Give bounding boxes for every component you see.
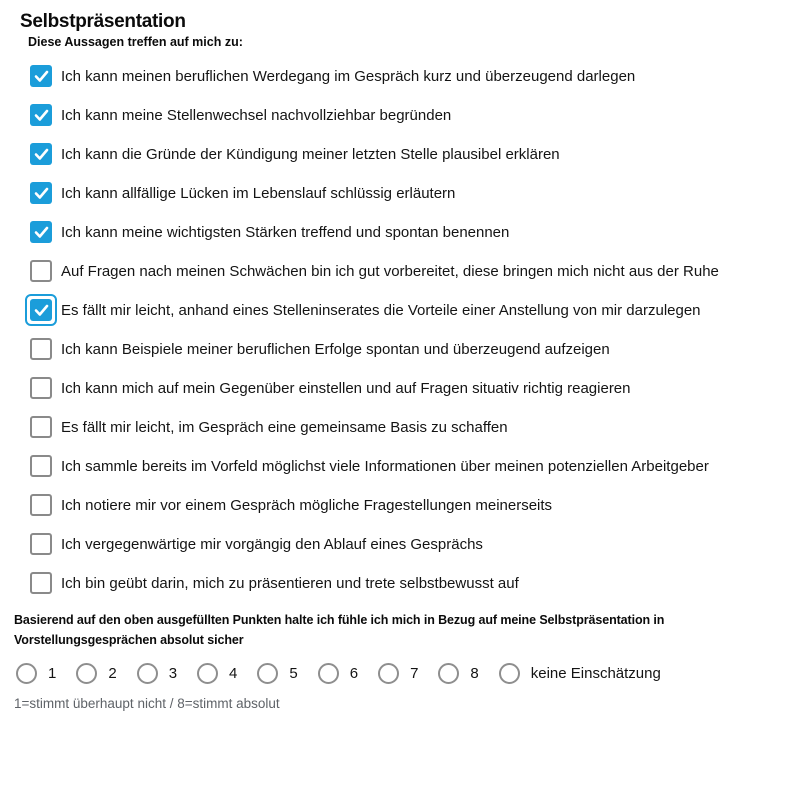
checkbox-checked[interactable] <box>30 182 52 204</box>
rating-option-8[interactable] <box>438 663 478 684</box>
checkbox-wrap <box>30 182 52 204</box>
checkbox-unchecked[interactable] <box>30 377 52 399</box>
checkbox-item[interactable] <box>30 492 769 519</box>
checkbox-unchecked[interactable] <box>30 533 52 555</box>
radio-label: 8 <box>470 665 479 682</box>
checkbox-item[interactable] <box>30 453 769 480</box>
checkbox-wrap <box>30 260 52 282</box>
checkbox-unchecked[interactable] <box>30 572 52 594</box>
rating-question: Basierend auf den oben ausgefüllten Punkten halte ich fühle ich mich in Bezug auf meine Selbstpräsentation in Vorstellungsgesprächen absolut sicher <box>14 613 665 647</box>
rating-option-4[interactable] <box>197 663 237 684</box>
page-title: Selbstpräsentation <box>20 11 186 32</box>
rating-option-3[interactable] <box>137 663 177 684</box>
checkbox-label: Ich kann meine wichtigsten Stärken treffend und spontan benennen <box>61 224 510 241</box>
checkbox-list <box>30 63 769 597</box>
scale-legend: 1=stimmt überhaupt nicht / 8=stimmt absolut <box>14 696 280 711</box>
checkbox-item[interactable] <box>30 297 769 324</box>
checkmark-icon <box>34 148 49 161</box>
rating-option-none[interactable] <box>499 663 661 684</box>
rating-option-7[interactable] <box>378 663 418 684</box>
checkbox-checked[interactable] <box>30 221 52 243</box>
radio-circle[interactable] <box>197 663 218 684</box>
checkbox-wrap <box>30 377 52 399</box>
checkbox-wrap <box>30 143 52 165</box>
radio-label: 7 <box>410 665 419 682</box>
checkbox-label: Es fällt mir leicht, anhand eines Stelleninserates die Vorteile einer Anstellung von mir darzulegen <box>61 302 701 319</box>
radio-label: 4 <box>229 665 238 682</box>
radio-circle[interactable] <box>16 663 37 684</box>
checkbox-item[interactable] <box>30 63 769 90</box>
checkbox-item[interactable] <box>30 258 769 285</box>
radio-circle[interactable] <box>438 663 459 684</box>
checkbox-checked[interactable] <box>30 143 52 165</box>
checkbox-wrap <box>30 104 52 126</box>
rating-option-2[interactable] <box>76 663 116 684</box>
checkbox-item[interactable] <box>30 336 769 363</box>
rating-option-1[interactable] <box>16 663 56 684</box>
checkmark-icon <box>34 304 49 317</box>
checkbox-label: Ich vergegenwärtige mir vorgängig den Ablauf eines Gesprächs <box>61 536 483 553</box>
radio-circle[interactable] <box>137 663 158 684</box>
checkbox-focus-ring <box>30 299 52 321</box>
checkmark-icon <box>34 226 49 239</box>
rating-option-6[interactable] <box>318 663 358 684</box>
checkbox-item[interactable] <box>30 570 769 597</box>
checkbox-unchecked[interactable] <box>30 416 52 438</box>
checkbox-label: Ich sammle bereits im Vorfeld möglichst viele Informationen über meinen potenziellen Arbeitgeber <box>61 458 709 475</box>
checkmark-icon <box>34 70 49 83</box>
checkbox-checked[interactable] <box>30 104 52 126</box>
radio-label: keine Einschätzung <box>530 665 661 682</box>
radio-label: 5 <box>289 665 298 682</box>
radio-label: 3 <box>168 665 178 682</box>
radio-circle[interactable] <box>499 663 520 684</box>
radio-label: 1 <box>48 665 57 682</box>
checkbox-label: Ich bin geübt darin, mich zu präsentieren und trete selbstbewusst auf <box>61 575 519 592</box>
checkbox-unchecked[interactable] <box>30 494 52 516</box>
checkmark-icon <box>34 109 49 122</box>
checkbox-checked[interactable] <box>30 65 52 87</box>
rating-option-5[interactable] <box>257 663 297 684</box>
checkmark-icon <box>34 187 49 200</box>
radio-label: 6 <box>349 665 359 682</box>
checkbox-item[interactable] <box>30 531 769 558</box>
rating-options <box>16 663 769 684</box>
checkbox-wrap <box>30 338 52 360</box>
checkbox-label: Ich kann meinen beruflichen Werdegang im Gespräch kurz und überzeugend darlegen <box>61 68 636 85</box>
checkbox-label: Ich kann mich auf mein Gegenüber einstellen und auf Fragen situativ richtig reagieren <box>61 380 631 397</box>
radio-circle[interactable] <box>318 663 339 684</box>
checkbox-checked[interactable] <box>30 299 52 321</box>
checkbox-unchecked[interactable] <box>30 260 52 282</box>
checkbox-wrap <box>30 455 52 477</box>
checkbox-unchecked[interactable] <box>30 338 52 360</box>
checkbox-item[interactable] <box>30 141 769 168</box>
radio-circle[interactable] <box>257 663 278 684</box>
checkbox-item[interactable] <box>30 414 769 441</box>
section-subtitle: Diese Aussagen treffen auf mich zu: <box>28 35 243 49</box>
checkbox-label: Auf Fragen nach meinen Schwächen bin ich gut vorbereitet, diese bringen mich nicht aus der Ruhe <box>61 263 719 280</box>
checkbox-label: Ich kann Beispiele meiner beruflichen Erfolge spontan und überzeugend aufzeigen <box>61 341 610 358</box>
checkbox-unchecked[interactable] <box>30 455 52 477</box>
radio-label: 2 <box>108 665 117 682</box>
radio-circle[interactable] <box>76 663 97 684</box>
checkbox-label: Ich notiere mir vor einem Gespräch mögliche Fragestellungen meinerseits <box>61 497 553 514</box>
checkbox-label: Es fällt mir leicht, im Gespräch eine gemeinsame Basis zu schaffen <box>61 419 508 436</box>
checkbox-item[interactable] <box>30 180 769 207</box>
checkbox-wrap <box>30 416 52 438</box>
checkbox-label: Ich kann meine Stellenwechsel nachvollziehbar begründen <box>61 107 452 124</box>
checkbox-label: Ich kann die Gründe der Kündigung meiner letzten Stelle plausibel erklären <box>61 146 560 163</box>
checkbox-item[interactable] <box>30 102 769 129</box>
checkbox-wrap <box>30 65 52 87</box>
checkbox-wrap <box>30 533 52 555</box>
radio-circle[interactable] <box>378 663 399 684</box>
checkbox-label: Ich kann allfällige Lücken im Lebenslauf schlüssig erläutern <box>61 185 456 202</box>
checkbox-wrap <box>30 221 52 243</box>
checkbox-item[interactable] <box>30 219 769 246</box>
checkbox-item[interactable] <box>30 375 769 402</box>
checkbox-wrap <box>30 572 52 594</box>
checkbox-wrap <box>30 494 52 516</box>
